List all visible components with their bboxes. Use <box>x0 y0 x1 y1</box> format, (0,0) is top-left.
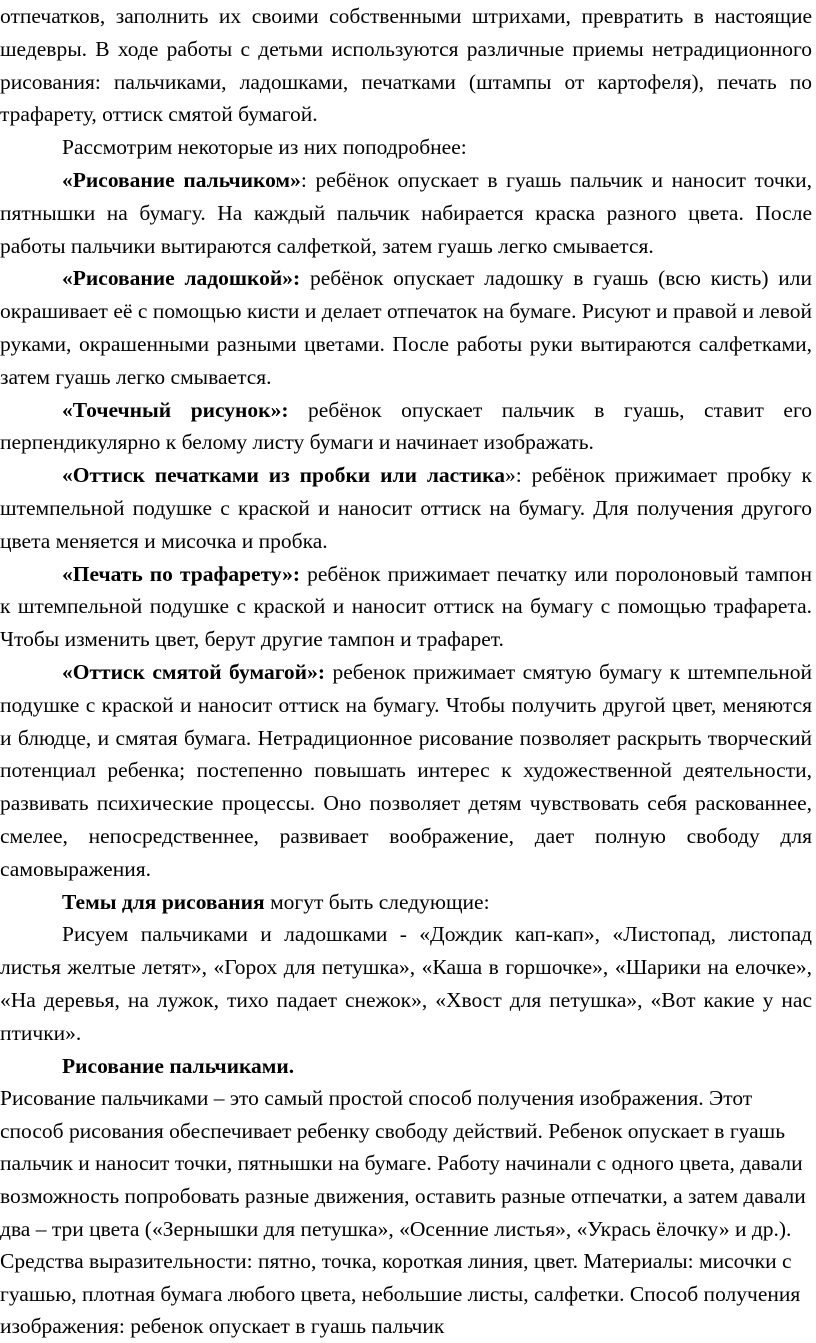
paragraph-text: »: ребёнок прижимает пробку к штемпельной подушке с краской и наносит оттиск на бумагу. Для получения другого цвета меняется и мисочка и пробка. <box>0 463 812 553</box>
paragraph-text: Рисуем пальчиками и ладошками - «Дождик кап-кап», «Листопад, листопад листья желтые летят», «Горох для петушка», «Каша в горшочке», «Шарики на елочке», «На деревья, на лужок, тихо падает снежок», «Хвост для петушка», «Вот какие у нас птички». <box>0 922 812 1045</box>
paragraph-finger-painting-description <box>0 1082 812 1343</box>
paragraph-text: ребенок прижимает смятую бумагу к штемпельной подушке с краской и наносит оттиск на бумагу. Чтобы получить другой цвет, меняются и блюдце, и смятая бумага. Нетрадиционное рисование позволяет раскрыть творческий потенциал ребенка; постепенно повышать интерес к художественной деятельности, развивать психические процессы. Оно позволяет детям чувствовать себя раскованнее, смелее, непосредственнее, развивает воображение, дает полную свободу для самовыражения. <box>0 659 812 881</box>
paragraph-text: ребёнок опускает ладошку в гуашь (всю кисть) или окрашивает её с помощью кисти и делает отпечаток на бумаге. Рисуют и правой и левой руками, окрашенными разными цветами. После работы руки вытираются салфетками, затем гуашь легко смывается. <box>0 266 812 389</box>
paragraph-cork-stamp <box>0 459 812 557</box>
paragraph-text: Рассмотрим некоторые из них поподробнее: <box>62 135 467 160</box>
paragraph-text: могут быть следующие: <box>264 889 490 914</box>
paragraph-themes-list <box>0 918 812 1049</box>
paragraph-term: «Оттиск печатками из пробки или ластика <box>62 463 505 488</box>
paragraph-crumpled-paper <box>0 656 812 886</box>
paragraph-term: «Рисование ладошкой»: <box>62 266 301 291</box>
paragraph-dot-drawing <box>0 394 812 460</box>
paragraph-text: : ребёнок опускает в гуашь пальчик и наносит точки, пятнышки на бумагу. На каждый пальчик набирается краска разного цвета. После работы пальчики вытираются салфеткой, затем гуашь легко смывается. <box>0 167 812 258</box>
paragraph-term: «Оттиск смятой бумагой»: <box>62 659 325 684</box>
paragraph-term: «Печать по трафарету»: <box>62 561 301 586</box>
paragraph-text: Рисование пальчиками – это самый простой способ получения изображения. Этот способ рисования обеспечивает ребенку свободу действий. Ребенок опускает в гуашь пальчик и наносит точки, пятнышки на бумаге. Работу начинали с одного цвета, давали возможность попробовать разные движения, оставить разные отпечатки, а затем давали два – три цвета («Зернышки для петушка», «Осенние листья», «Укрась ёлочку» и др.). Средства выразительности: пятно, точка, короткая линия, цвет. Материалы: мисочки с гуашью, плотная бумага любого цвета, небольшие листы, салфетки. Способ получения изображения: ребенок опускает в гуашь пальчик <box>0 1086 806 1339</box>
paragraph-term: «Рисование пальчиком» <box>62 167 301 192</box>
paragraph-palm-painting <box>0 262 812 393</box>
paragraph-themes-heading <box>0 886 812 919</box>
paragraph-intro-continuation <box>0 0 812 131</box>
paragraph-text: отпечатков, заполнить их своими собственными штрихами, превратить в настоящие шедевры. В ходе работы с детьми используются различные приемы нетрадиционного рисования: пальчиками, ладошками, печатками (штампы от картофеля), печать по трафарету, оттиск смятой бумагой. <box>0 4 812 127</box>
paragraph-term: Темы для рисования <box>62 889 265 914</box>
paragraph-term: «Точечный рисунок»: <box>62 397 289 422</box>
paragraph-text: ребёнок прижимает печатку или поролоновый тампон к штемпельной подушке с краской и наносит оттиск на бумагу с помощью трафарета. Чтобы изменить цвет, берут другие тампон и трафарет. <box>0 561 812 652</box>
paragraph-stencil-print <box>0 558 812 656</box>
paragraph-finger-painting <box>0 164 812 262</box>
paragraph-text: ребёнок опускает пальчик в гуашь, ставит его перпендикулярно к белому листу бумаги и начинает изображать. <box>0 397 812 455</box>
section-heading-finger-painting <box>0 1050 812 1083</box>
section-heading: Рисование пальчиками. <box>62 1053 295 1078</box>
paragraph-lead-in <box>0 131 812 164</box>
